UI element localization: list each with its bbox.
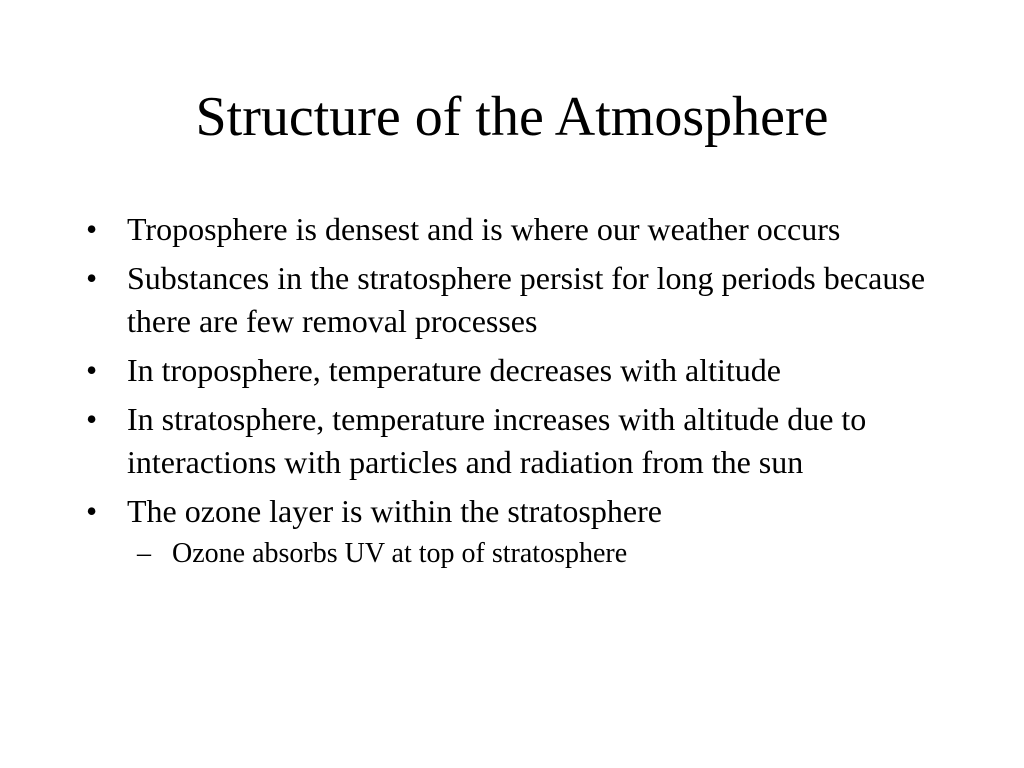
bullet-list xyxy=(82,208,962,579)
bullet-text: In troposphere, temperature decreases with altitude xyxy=(127,352,781,388)
sub-bullet-item xyxy=(127,535,962,573)
bullet-marker: • xyxy=(86,401,98,437)
bullet-item xyxy=(82,490,962,573)
sub-bullet-marker: – xyxy=(137,538,151,569)
sub-bullet-text: Ozone absorbs UV at top of stratosphere xyxy=(172,538,628,569)
slide-title: Structure of the Atmosphere xyxy=(195,86,829,148)
bullet-item xyxy=(82,257,962,343)
bullet-text: Substances in the stratosphere persist for long periods because there are few removal processes xyxy=(127,260,926,339)
sub-bullet-list xyxy=(127,535,962,573)
bullet-marker: • xyxy=(86,352,98,388)
bullet-marker: • xyxy=(86,493,98,529)
bullet-text: The ozone layer is within the stratosphere xyxy=(127,493,662,529)
bullet-item xyxy=(82,398,962,484)
bullet-marker: • xyxy=(86,260,98,296)
bullet-item xyxy=(82,349,962,392)
bullet-marker: • xyxy=(86,211,98,247)
bullet-item xyxy=(82,208,962,251)
bullet-text: In stratosphere, temperature increases with altitude due to interactions with particles and radiation from the sun xyxy=(127,401,867,480)
bullet-text: Troposphere is densest and is where our weather occurs xyxy=(127,211,841,247)
